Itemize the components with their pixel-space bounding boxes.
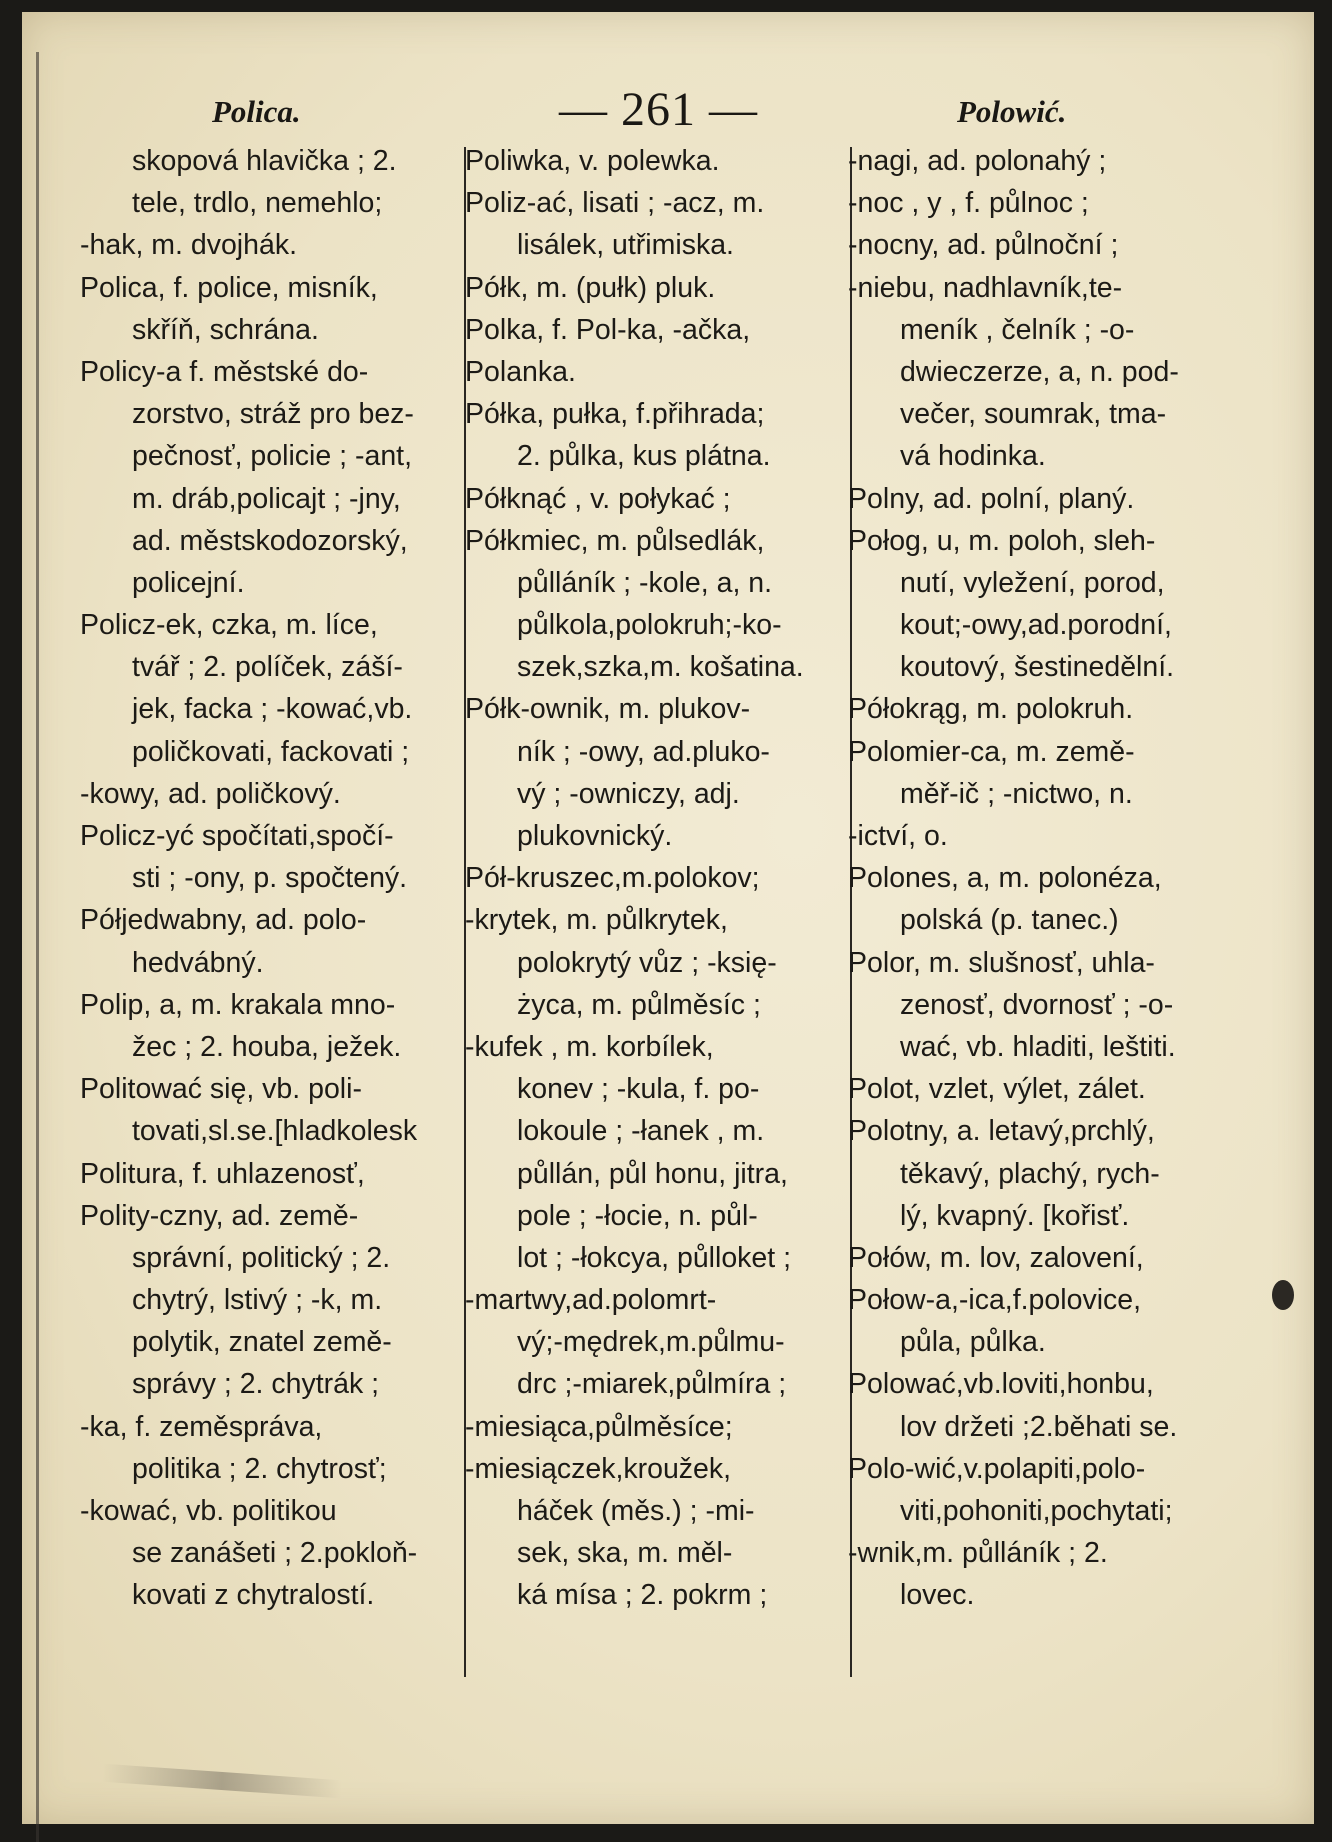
entry-line: lisálek, utřimiska. xyxy=(517,229,734,262)
entry-line: -kufek , m. korbílek, xyxy=(465,1030,714,1063)
entry-line: Polica, f. police, misník, xyxy=(80,271,378,304)
entry-line: wać, vb. hladiti, leštiti. xyxy=(900,1030,1176,1063)
entry-line: chytrý, lstivý ; -k, m. xyxy=(132,1284,383,1317)
entry-line: kout;-owy,ad.porodní, xyxy=(900,609,1172,642)
entry-line: Policy-a f. městské do- xyxy=(80,355,369,388)
entry-line: viti,pohoniti,pochytati; xyxy=(900,1495,1173,1527)
page-header xyxy=(22,82,1314,142)
entry-line: -kowy, ad. poličkový. xyxy=(80,777,341,810)
page-smudge xyxy=(102,1764,343,1799)
entry-line: zenosť, dvornosť ; -o- xyxy=(900,988,1174,1021)
entry-line: koutový, šestinedělní. xyxy=(900,651,1175,684)
entry-line: Połog, u, m. poloh, sleh- xyxy=(848,524,1156,557)
entry-line: 2. půlka, kus plátna. xyxy=(517,440,771,473)
entry-line: lý, kvapný. [kořisť. xyxy=(900,1199,1130,1232)
entry-line: Polka, f. Pol-ka, -ačka, xyxy=(465,313,751,346)
entry-line: Polanka. xyxy=(465,355,576,388)
entry-line: jek, facka ; -kować,vb. xyxy=(132,693,413,726)
entry-line: ad. městskodozorský, xyxy=(132,524,408,557)
entry-line: meník , čelník ; -o- xyxy=(900,313,1135,346)
entry-line: vý ; -owniczy, adj. xyxy=(517,777,740,810)
entry-line: politika ; 2. chytrosť; xyxy=(132,1452,387,1485)
entry-line: polytik, znatel země- xyxy=(132,1326,392,1359)
entry-line: -krytek, m. půlkrytek, xyxy=(465,904,728,937)
entry-line: ník ; -owy, ad.pluko- xyxy=(517,735,770,768)
entry-line: -nagi, ad. polonahý ; xyxy=(848,145,1107,177)
entry-line: pole ; -łocie, n. půl- xyxy=(517,1199,758,1232)
entry-line: Polomier-ca, m. země- xyxy=(848,735,1135,768)
entry-line: sek, ska, m. měl- xyxy=(517,1537,733,1570)
entry-line: Półknąć , v. połykać ; xyxy=(465,482,731,515)
entry-line: Polotny, a. letavý,prchlý, xyxy=(848,1115,1155,1148)
entry-line: Polor, m. slušnosť, uhla- xyxy=(848,946,1155,979)
entry-line: sti ; -ony, p. spočtený. xyxy=(132,862,408,895)
entry-line: tele, trdlo, nemehlo; xyxy=(132,187,383,220)
entry-line: Półk, m. (pułk) pluk. xyxy=(465,271,716,304)
entry-line: Politować się, vb. poli- xyxy=(80,1073,362,1106)
entry-line: kovati z chytralostí. xyxy=(132,1579,375,1612)
entry-line: -ka, f. zeměspráva, xyxy=(80,1410,323,1443)
entry-line: szek,szka,m. košatina. xyxy=(517,651,804,684)
entry-line: lov držeti ;2.běhati se. xyxy=(900,1410,1178,1443)
ink-blot xyxy=(1272,1280,1294,1310)
entry-line: půlkola,polokruh;-ko- xyxy=(517,609,782,642)
entry-line: žec ; 2. houba, ježek. xyxy=(132,1030,402,1063)
entry-line: polokrytý vůz ; -księ- xyxy=(517,946,777,979)
entry-line: -wnik,m. půlláník ; 2. xyxy=(848,1537,1108,1570)
entry-line: Polować,vb.loviti,honbu, xyxy=(848,1368,1154,1401)
entry-line: drc ;-miarek,půlmíra ; xyxy=(517,1368,787,1401)
entry-line: konev ; -kula, f. po- xyxy=(517,1073,760,1106)
entry-line: Polity-czny, ad. země- xyxy=(80,1199,359,1232)
entry-line: lovec. xyxy=(900,1579,975,1612)
entry-line: -nocny, ad. půlnoční ; xyxy=(848,229,1119,262)
entry-line: skopová hlavička ; 2. xyxy=(132,145,397,177)
entry-line: policejní. xyxy=(132,566,245,599)
entry-line: Polot, vzlet, výlet, zálet. xyxy=(848,1073,1146,1106)
entry-line: dwieczerze, a, n. pod- xyxy=(900,355,1179,388)
entry-line: lokoule ; -łanek , m. xyxy=(517,1115,765,1148)
entry-line: Poliwka, v. polewka. xyxy=(465,145,720,177)
entry-line: správy ; 2. chytrák ; xyxy=(132,1368,380,1401)
entry-line: Polones, a, m. polonéza, xyxy=(848,862,1162,895)
entry-line: Półk-ownik, m. plukov- xyxy=(465,693,751,726)
entry-line: życa, m. půlměsíc ; xyxy=(517,988,761,1021)
entry-line: měř-ič ; -nictwo, n. xyxy=(900,777,1133,810)
entry-line: Poliz-ać, lisati ; -acz, m. xyxy=(465,187,765,220)
entry-line: zorstvo, stráž pro bez- xyxy=(132,398,414,431)
entry-line: tovati,sl.se.[hladkolesk xyxy=(132,1115,418,1148)
entry-line: nutí, vyležení, porod, xyxy=(900,566,1165,599)
entry-line: skříň, schrána. xyxy=(132,313,319,346)
entry-line: těkavý, plachý, rych- xyxy=(900,1157,1160,1190)
page-number: — 261 — xyxy=(559,83,758,136)
entry-line: -miesiąca,půlměsíce; xyxy=(465,1410,733,1443)
entry-line: tvář ; 2. políček, záší- xyxy=(132,651,403,684)
entry-line: Półkmiec, m. půlsedlák, xyxy=(465,524,765,557)
entry-line: m. dráb,policajt ; -jny, xyxy=(132,482,401,515)
entry-line: se zanášeti ; 2.pokloň- xyxy=(132,1537,418,1570)
entry-line: vá hodinka. xyxy=(900,440,1046,473)
page-edge-line xyxy=(36,52,39,1842)
entry-line: správní, politický ; 2. xyxy=(132,1241,391,1274)
entry-line: Polip, a, m. krakala mno- xyxy=(80,988,396,1021)
entry-line: Politura, f. uhlazenosť, xyxy=(80,1157,365,1190)
entry-line: Pół-kruszec,m.polokov; xyxy=(465,862,760,895)
running-head-left: Polica. xyxy=(212,94,301,129)
entry-line: Policz-ek, czka, m. líce, xyxy=(80,609,378,642)
running-head-right: Polowić. xyxy=(957,94,1067,129)
dictionary-column-1 xyxy=(80,140,460,1617)
entry-line: háček (měs.) ; -mi- xyxy=(517,1495,755,1527)
entry-line: -ictví, o. xyxy=(848,820,948,852)
entry-line: večer, soumrak, tma- xyxy=(900,398,1167,431)
dictionary-column-3 xyxy=(848,140,1233,1617)
entry-line: -hak, m. dvojhák. xyxy=(80,229,298,262)
book-page xyxy=(22,12,1314,1824)
entry-line: půlláník ; -kole, a, n. xyxy=(517,566,773,599)
entry-line: půla, půlka. xyxy=(900,1326,1046,1359)
entry-line: Polo-wić,v.polapiti,polo- xyxy=(848,1452,1146,1485)
entry-line: -noc , y , f. půlnoc ; xyxy=(848,187,1089,220)
entry-line: půllán, půl honu, jitra, xyxy=(517,1157,788,1190)
entry-line: Policz-yć spočítati,spočí- xyxy=(80,820,394,852)
entry-line: vý;-mędrek,m.půlmu- xyxy=(517,1326,785,1359)
entry-line: -miesiączek,kroužek, xyxy=(465,1452,732,1485)
entry-line: -niebu, nadhlavník,te- xyxy=(848,271,1123,304)
entry-line: ká mísa ; 2. pokrm ; xyxy=(517,1579,768,1612)
entry-line: Półka, pułka, f.přihrada; xyxy=(465,398,765,431)
entry-line: plukovnický. xyxy=(517,820,673,852)
entry-line: pečnosť, policie ; -ant, xyxy=(132,440,413,473)
entry-line: Połów, m. lov, zalovení, xyxy=(848,1241,1144,1274)
entry-line: Polny, ad. polní, planý. xyxy=(848,482,1135,515)
entry-line: lot ; -łokcya, půlloket ; xyxy=(517,1241,792,1274)
entry-line: -kować, vb. politikou xyxy=(80,1495,337,1527)
entry-line: Półjedwabny, ad. polo- xyxy=(80,904,367,937)
entry-line: Połow-a,-ica,f.polovice, xyxy=(848,1284,1142,1317)
entry-line: poličkovati, fackovati ; xyxy=(132,735,410,768)
entry-line: -martwy,ad.polomrt- xyxy=(465,1284,717,1317)
entry-line: Półokrąg, m. polokruh. xyxy=(848,693,1134,726)
dictionary-column-2 xyxy=(465,140,843,1617)
entry-line: polská (p. tanec.) xyxy=(900,904,1119,937)
entry-line: hedvábný. xyxy=(132,946,264,979)
